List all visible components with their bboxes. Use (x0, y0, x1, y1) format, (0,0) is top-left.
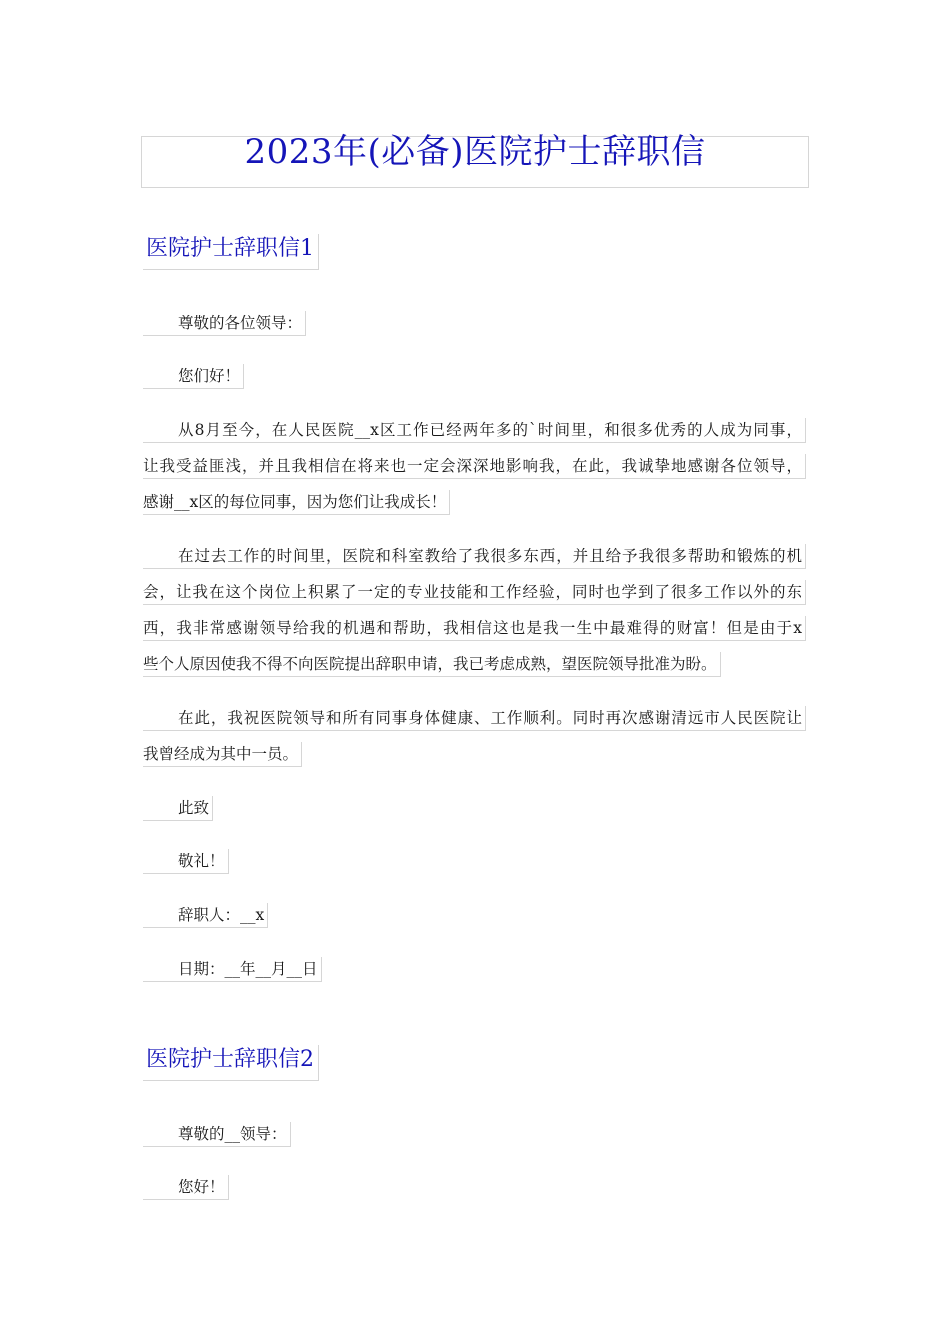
paragraph-1-line-2: 让我受益匪浅，并且我相信在将来也一定会深深地影响我，在此，我诚挚地感谢各位领导， (143, 454, 806, 479)
paragraph-2-line-1: 在过去工作的时间里，医院和科室教给了我很多东西，并且给予我很多帮助和锻炼的机 (143, 544, 806, 569)
salutation: 尊敬的各位领导： (143, 311, 306, 336)
closing-line-2: 敬礼！ (143, 849, 229, 874)
paragraph-1-line-3: 感谢__x区的每位同事，因为您们让我成长！ (143, 490, 450, 515)
paragraph-2-line-4: 些个人原因使我不得不向医院提出辞职申请，我已考虑成熟，望医院领导批准为盼。 (143, 652, 721, 677)
paragraph-3-line-1: 在此，我祝医院领导和所有同事身体健康、工作顺利。同时再次感谢清远市人民医院让 (143, 706, 806, 731)
paragraph-2-line-2: 会，让我在这个岗位上积累了一定的专业技能和工作经验，同时也学到了很多工作以外的东 (143, 580, 806, 605)
section-heading-2: 医院护士辞职信2 (143, 1045, 319, 1081)
closing-line-1: 此致 (143, 796, 213, 821)
paragraph-1-line-1: 从8月至今，在人民医院__x区工作已经两年多的`时间里，和很多优秀的人成为同事， (143, 418, 806, 443)
paragraph-3-line-2: 我曾经成为其中一员。 (143, 742, 302, 767)
date-line: 日期：__年__月__日 (143, 957, 322, 982)
section-heading-1: 医院护士辞职信1 (143, 234, 319, 270)
greeting-2: 您好！ (143, 1175, 229, 1200)
salutation-2: 尊敬的__领导： (143, 1122, 291, 1147)
signer-line: 辞职人：__x (143, 903, 268, 928)
greeting: 您们好！ (143, 364, 244, 389)
paragraph-2-line-3: 西，我非常感谢领导给我的机遇和帮助，我相信这也是我一生中最难得的财富！但是由于x (143, 616, 806, 641)
document-title: 2023年(必备)医院护士辞职信 (244, 132, 706, 172)
